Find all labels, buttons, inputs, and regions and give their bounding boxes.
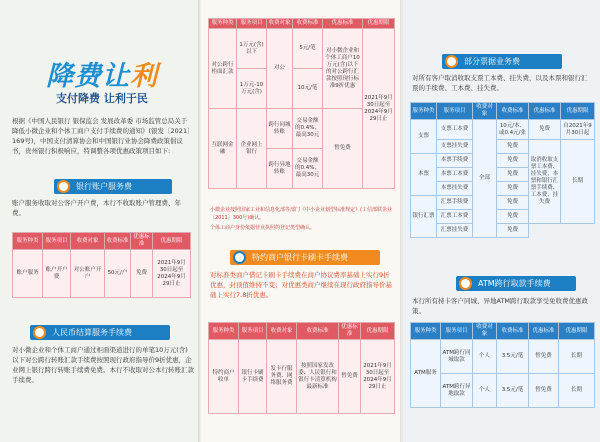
table-header-cell: 优惠标准 [323, 19, 363, 29]
table-header-cell: 服务种类 [411, 103, 437, 120]
table-cell: 50元/户 [105, 250, 131, 298]
bill-fee-table [410, 102, 595, 238]
table-cell: 免费 [529, 120, 561, 140]
table-cell: 暂免费 [529, 374, 559, 408]
table-header-cell: 优惠期限 [153, 233, 191, 250]
table-cell: 2021年9月30日起至2024年9月29日止 [153, 250, 191, 298]
transfer-fee-table [208, 18, 395, 189]
rmb-heading-label: 人民币结算服务手续费 [52, 328, 132, 337]
table-cell: 银行卡刷卡手续费 [239, 340, 267, 414]
table-header-cell: 优惠标准 [529, 323, 559, 340]
bill-icon [445, 55, 458, 68]
leaflet-panel-right [402, 0, 600, 442]
table-cell: 1万元(含)以下 [237, 29, 267, 69]
table-cell: 全部 [473, 120, 497, 238]
atm-heading-label: ATM跨行取款手续费 [478, 279, 551, 288]
table-cell: 汇票手续费 [437, 196, 473, 210]
table-cell: 暂免费 [339, 340, 361, 414]
table-cell: 本票挂失费 [437, 182, 473, 196]
table-cell: 跨行异地转账 [267, 149, 293, 189]
table-cell: 自2021年9月30日起 [561, 120, 595, 140]
table-cell: 长期 [559, 340, 595, 374]
brand-title [46, 54, 158, 93]
table-header-cell: 收费标准 [497, 103, 529, 120]
table-cell: 10元/笔 [293, 69, 323, 109]
table-cell: 10元/本、或0.4元/张 [497, 120, 529, 140]
table-row [411, 340, 595, 374]
table-header-cell: 服务种类 [411, 323, 441, 340]
table-cell: 按照国家发改委、人民银行和银行卡清算机构最新标准 [297, 340, 339, 414]
table-header-cell: 服务种类 [209, 323, 239, 340]
table-header-cell: 优惠标准 [339, 323, 361, 340]
card-heading-label: 特约商户银行卡刷卡手续费 [252, 253, 348, 262]
bank-icon [57, 180, 70, 193]
table-cell: 对公账户开户 [71, 250, 105, 298]
account-section-heading [54, 179, 172, 194]
individual-note: 个体工商户身份依据营业执照的登记类型确认。 [210, 225, 316, 231]
table-row [411, 120, 595, 140]
table-cell: ATM跨行异地取款 [441, 374, 473, 408]
sme-note: 小微企业按照国家工业和信息化部等部门《中小企业划型标准规定》(工信部联企业〔2011〕300号)确认。 [210, 207, 392, 221]
table-header-cell: 收费对象 [267, 19, 293, 29]
leaflet-panel-middle [200, 0, 402, 442]
table-header-cell: 服务项目 [239, 323, 267, 340]
atm-section-heading [456, 276, 576, 291]
card-icon [233, 251, 246, 264]
table-cell: 交易金额的0.4%，最高30元 [293, 109, 323, 149]
table-cell: 对小微企业和个体工商户10万元(含)以下的对公跨行汇款按照现行标准9折优惠 [323, 29, 363, 109]
table-cell: 2021年9月30日起至2024年9月29日止 [361, 340, 395, 414]
table-header-cell: 服务项目 [237, 19, 267, 29]
table-header-cell: 收费对象 [267, 323, 297, 340]
table-cell: 交易金额的0.4%，最高30元 [293, 149, 323, 189]
table-cell: 本票工本费 [437, 168, 473, 182]
table-row [13, 250, 191, 298]
table-header-cell: 服务项目 [441, 323, 473, 340]
table-cell: 特约商户收单 [209, 340, 239, 414]
leaflet-panel-left [0, 0, 200, 442]
bill-heading-label: 部分票据业务费 [464, 57, 520, 66]
table-header-row [209, 323, 395, 340]
table-header-cell: 收费标准 [497, 323, 529, 340]
table-cell: 5元/笔 [293, 29, 323, 69]
table-cell: ATM服务 [411, 340, 441, 408]
table-cell: 发卡行服务费、网络服务费 [267, 340, 297, 414]
atm-fee-table [410, 322, 595, 408]
table-header-cell: 服务项目 [437, 103, 473, 120]
table-row [411, 224, 595, 238]
table-header-cell: 收费标准 [293, 19, 323, 29]
table-header-cell: 优惠期限 [363, 19, 395, 29]
table-row [411, 140, 595, 154]
table-cell: 个人 [473, 374, 497, 408]
table-header-cell: 收费对象 [473, 103, 497, 120]
table-cell: 汇票工本费 [437, 210, 473, 224]
table-cell: 长期 [559, 374, 595, 408]
rmb-desc: 对小微企业和个体工商户通过柜面渠道进行的单笔10万元(含)以下对公跨行转账汇款手续费按照现行政府指导价9折优惠，企业网上银行跨行转账手续费免费。本行不收取对公本行转账汇款手续费。 [12, 346, 194, 384]
table-cell: 暂免费 [529, 340, 559, 374]
table-cell: 支票挂失费 [437, 140, 473, 154]
table-cell: 个人 [473, 340, 497, 374]
table-cell: 跨行同城转账 [267, 109, 293, 149]
atm-desc: 本行所有持卡客户同城、异地ATM跨行取款享受免收费优惠政策。 [412, 297, 589, 315]
table-cell: 1万元-10万元(含) [237, 69, 267, 109]
table-cell: 对公 [267, 29, 293, 109]
table-header-cell: 优惠期限 [361, 323, 395, 340]
table-header-cell: 优惠期限 [559, 323, 595, 340]
table-cell: 企业网上银行 [237, 109, 267, 189]
table-header-cell: 优惠标准 [131, 233, 153, 250]
card-section-heading [230, 250, 380, 265]
table-cell: 免费 [497, 182, 529, 196]
table-header-cell: 服务项目 [43, 233, 71, 250]
table-header-cell: 优惠标准 [529, 103, 561, 120]
table-cell: 汇票挂失费 [437, 224, 473, 238]
table-header-cell: 收费标准 [105, 233, 131, 250]
table-cell: 支票 [411, 120, 437, 154]
table-row [209, 340, 395, 414]
account-desc: 账户服务收取对公客户开户费，本行不收取账户管理费、年费。 [12, 199, 181, 217]
table-cell: 免费 [497, 140, 529, 154]
table-cell: 取消收取支票工本费、挂失费，本票和银行汇票手续费、工本费、挂失费 [529, 140, 561, 224]
table-cell: 支票工本费 [437, 120, 473, 140]
table-cell: 长期 [561, 140, 595, 224]
bill-section-heading [442, 54, 562, 69]
table-cell: 免费 [497, 196, 529, 210]
table-cell: 免费 [497, 154, 529, 168]
table-cell: 免费 [497, 210, 529, 224]
table-cell: 免费 [131, 250, 153, 298]
table-cell: 3.5元/笔 [497, 374, 529, 408]
table-header-cell: 服务种类 [209, 19, 237, 29]
intro-paragraph: 根据《中国人民银行 银保监会 发展改革委 市场监管总局关于降低小微企业和个体工商户支付手续费的通知》(银发〔2021〕169号)，中国支付清算协会和中国银行业协会降费政策倡议书，贵州银行积极响应，特调整各项优惠政策项目如下: [12, 117, 191, 155]
card-desc: 对标准类商户借记卡刷卡手续费在商户协议费率基础上实行9折优惠，封顶值维持不变；对优惠类商户继续在现行政府指导价基础上实行7.8折优惠。 [210, 271, 392, 299]
brand-title-main: 降费让 [46, 61, 130, 92]
table-header-cell: 收费对象 [473, 323, 497, 340]
table-cell: 银行汇票 [411, 196, 437, 238]
table-cell: 账户开户费 [43, 250, 71, 298]
table-header-cell: 优惠期限 [561, 103, 595, 120]
rmb-section-heading [30, 325, 170, 340]
table-header-row [13, 233, 191, 250]
fold-shadow [400, 0, 404, 442]
table-row [209, 29, 395, 69]
table-header-cell: 收费标准 [297, 323, 339, 340]
table-header-row [411, 103, 595, 120]
fold-shadow [198, 0, 202, 442]
table-cell: 本票手续费 [437, 154, 473, 168]
card-fee-table [208, 322, 395, 414]
table-cell: 免费 [497, 168, 529, 182]
table-cell: ATM跨行同城取款 [441, 340, 473, 374]
brand-title-accent: 利 [130, 61, 158, 92]
table-cell: 暂免费 [323, 109, 363, 189]
table-cell: 对公跨行柜面汇款 [209, 29, 237, 109]
table-header-cell: 服务种类 [13, 233, 43, 250]
table-cell: 3.5元/笔 [497, 340, 529, 374]
table-cell: 2021年9月30日起至2024年9月29日止 [363, 29, 395, 189]
coin-icon [33, 326, 46, 339]
account-fee-table [12, 232, 191, 298]
table-header-row [209, 19, 395, 29]
bill-desc: 对所有客户取消收取支票工本费、挂失费，以及本票和银行汇票的手续费、工本费、挂失费。 [412, 74, 588, 92]
table-header-row [411, 323, 595, 340]
table-header-cell: 收费对象 [71, 233, 105, 250]
table-cell: 互联网金融 [209, 109, 237, 189]
brand-subtitle: 支付降费 让利于民 [56, 92, 148, 105]
table-cell: 本票 [411, 154, 437, 196]
table-cell: 账户服务 [13, 250, 43, 298]
account-heading-label: 银行账户服务费 [76, 182, 132, 191]
atm-icon [459, 277, 472, 290]
table-cell: 免费 [497, 224, 529, 238]
